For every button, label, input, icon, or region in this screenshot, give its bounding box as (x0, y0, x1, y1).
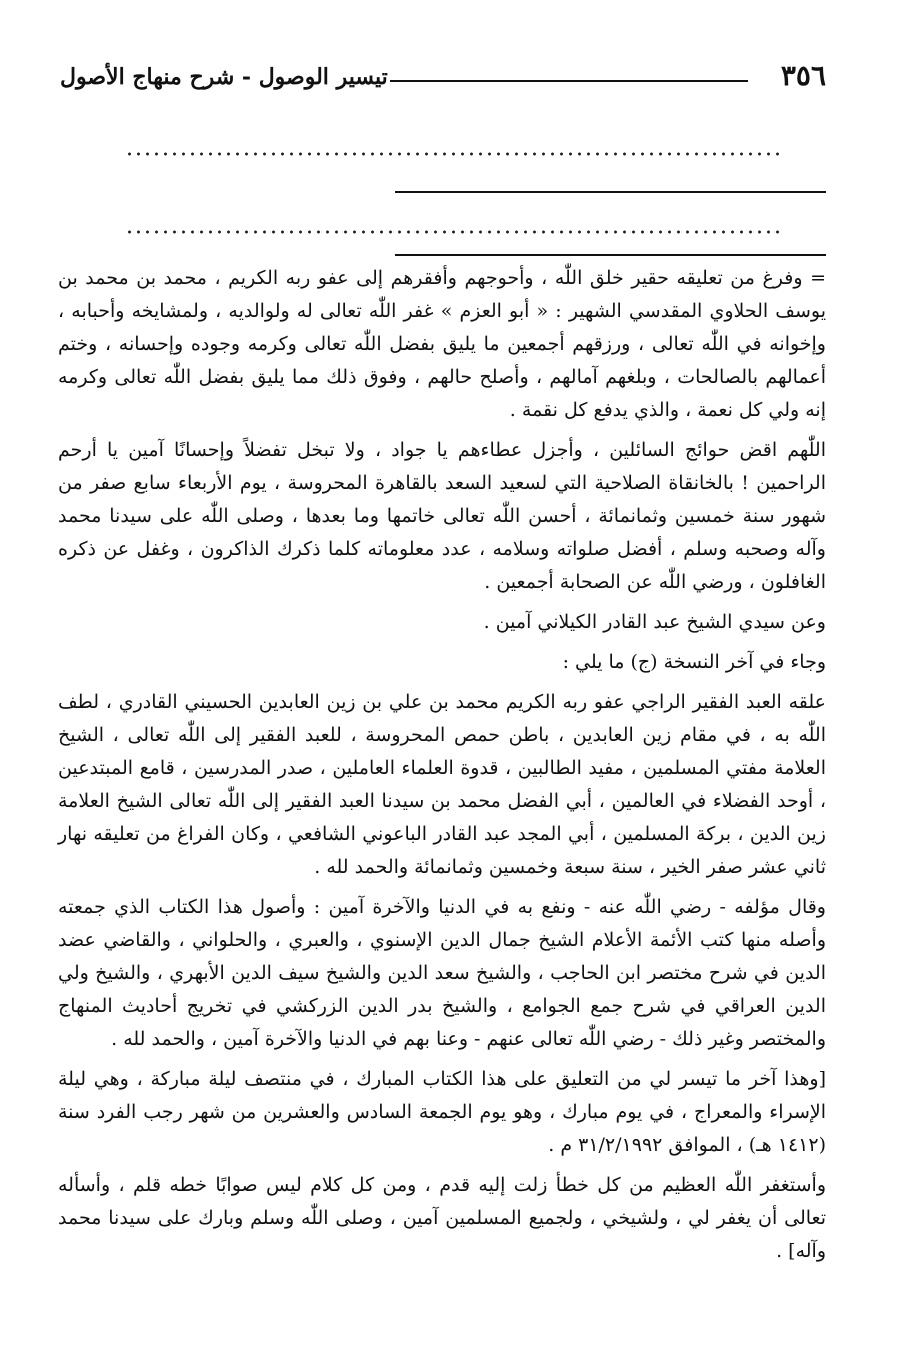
page-header (60, 56, 826, 104)
paragraph: علقه العبد الفقير الراجي عفو ربه الكريم محمد بن علي بن زين العابدين الحسيني القادري ، لطف اللّٰه به ، في مقام زين العابدين ، باطن حمص المحروسة ، للعبد الفقير إلى اللّٰه تعالى ، الشيخ العلامة مفتي المسلمين ، مفيد الطالبين ، قدوة العلماء العاملين ، صدر المدرسين ، قامع المبتدعين ، أوحد الفضلاء في العالمين ، أبي الفضل محمد بن سيدنا العبد الفقير إلى اللّٰه تعالى الشيخ العلامة زين الدين ، بركة المسلمين ، أبي المجد عبد القادر الباعوني الشافعي ، وكان الفراغ من تعليقه نهار ثاني عشر صفر الخير ، سنة سبعة وخمسين وثمانمائة والحمد لله . (58, 691, 826, 878)
paragraph: اللّٰهم اقض حوائج السائلين ، وأجزل عطاءهم يا جواد ، ولا تبخل تفضلاً وإحسانًا آمين يا أرحم الراحمين ! بالخانقاة الصلاحية التي لسعيد السعد بالقاهرة المحروسة ، يوم الأربعاء سابع صفر من شهور سنة خمسين وثمانمائة ، أحسن اللّٰه تعالى خاتمها وما بعدها ، وصلى اللّٰه على سيدنا محمد وآله وصحبه وسلم ، أفضل صلواته وسلامه ، عدد معلوماته كلما ذكرك الذاكرون ، وغفل عن ذكره الغافلون ، ورضي اللّٰه عن الصحابة أجمعين . (58, 439, 826, 593)
omission-dots (125, 230, 781, 234)
header-rule (390, 80, 748, 82)
paragraph: وعن سيدي الشيخ عبد القادر الكيلاني آمين . (483, 611, 826, 633)
running-title: تيسير الوصول - شرح منهاج الأصول (60, 64, 388, 90)
separator-rule (395, 191, 826, 193)
paragraph: وجاء في آخر النسخة (ج) ما يلي : (562, 651, 826, 673)
body-text (58, 262, 826, 1275)
paragraph: وأستغفر اللّٰه العظيم من كل خطأ زلت إليه قدم ، ومن كل كلام ليس صوابًا خطه قلم ، وأسأله تعالى أن يغفر لي ، ولشيخي ، ولجميع المسلمين آمين ، وصلى اللّٰه وسلم وبارك على سيدنا محمد وآله] . (58, 1174, 826, 1262)
paragraph: = وفرغ من تعليقه حقير خلق اللّٰه ، وأحوجهم وأفقرهم إلى عفو ربه الكريم ، محمد بن محمد بن يوسف الحلاوي المقدسي الشهير : « أبو العزم » غفر اللّٰه تعالى له ولوالديه ، ولمشايخه وأحبابه ، وإخوانه في اللّٰه تعالى ، ورزقهم أجمعين ما يليق بفضل اللّٰه تعالى وكرمه وجوده وإحسانه ، وختم أعمالهم بالصالحات ، وبلغهم آمالهم ، وأصلح حالهم ، وفوق ذلك مما يليق بفضل اللّٰه تعالى وكرمه إنه ولي كل نعمة ، والذي يدفع كل نقمة . (58, 267, 826, 421)
omission-dots (125, 152, 781, 156)
paragraph: [وهذا آخر ما تيسر لي من التعليق على هذا الكتاب المبارك ، في منتصف ليلة مباركة ، وهي ليلة الإسراء والمعراج ، في يوم مبارك ، وهو يوم الجمعة السادس والعشرين من شهر رجب الفرد سنة (١٤١٢ هـ) ، الموافق ٣١/٢/١٩٩٢ م . (58, 1068, 826, 1156)
separator-rule (395, 254, 826, 256)
paragraph: وقال مؤلفه - رضي اللّٰه عنه - ونفع به في الدنيا والآخرة آمين : وأصول هذا الكتاب الذي جمعته وأصله منها كتب الأئمة الأعلام الشيخ جمال الدين الإسنوي ، والعبري ، والحلواني ، والقاضي عضد الدين في شرح مختصر ابن الحاجب ، والشيخ سعد الدين والشيخ سيف الدين الأبهري ، والشيخ ولي الدين العراقي في شرح جمع الجوامع ، والشيخ بدر الدين الزركشي في تخريج أحاديث المنهاج والمختصر وغير ذلك - رضي اللّٰه تعالى عنهم - وعنا بهم في الدنيا والآخرة آمين ، والحمد لله . (58, 896, 826, 1050)
page-number: ٣٥٦ (780, 59, 826, 92)
